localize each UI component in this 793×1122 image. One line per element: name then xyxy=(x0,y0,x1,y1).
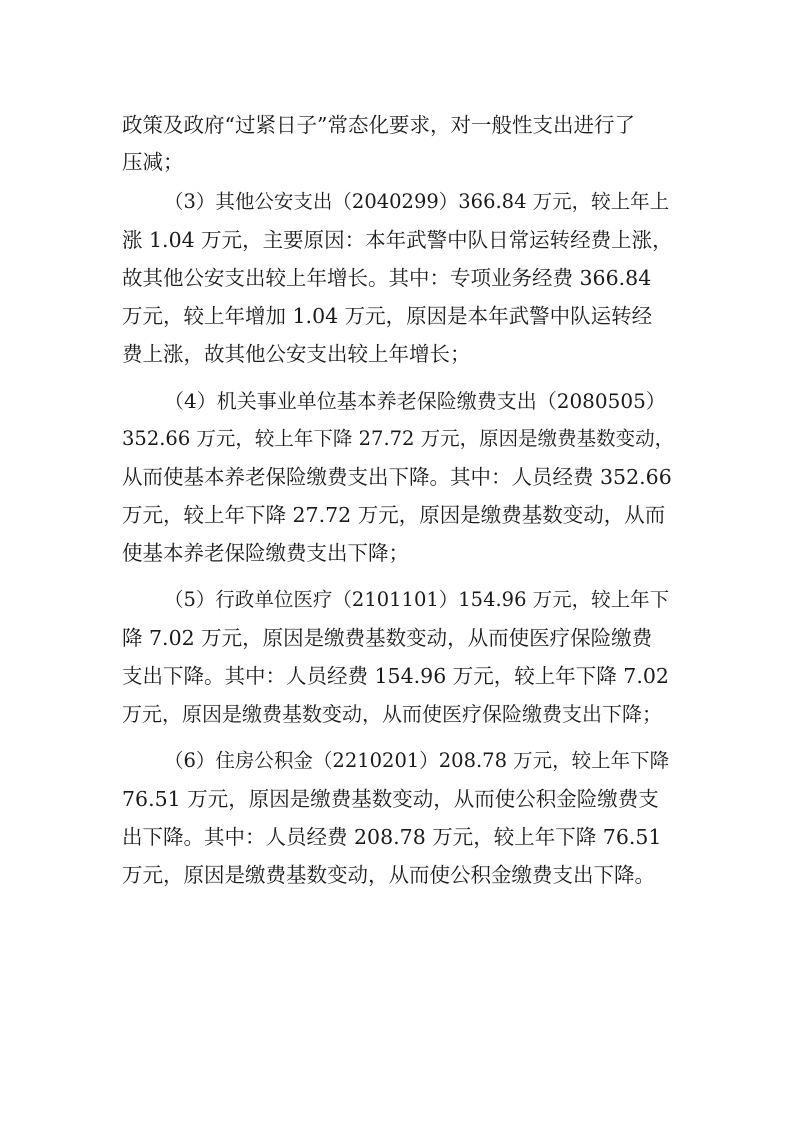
paragraph-line: 万元，较上年增加 1.04 万元，原因是本年武警中队运转经 xyxy=(122,304,653,328)
paragraph-line: （4）机关事业单位基本养老保险缴费支出（2080505） xyxy=(164,389,666,413)
paragraph-line: 降 7.02 万元，原因是缴费基数变动，从而使医疗保险缴费 xyxy=(122,626,653,650)
paragraph-line: 352.66 万元，较上年下降 27.72 万元，原因是缴费基数变动， xyxy=(122,427,675,450)
paragraph-line: 使基本养老保险缴费支出下降； xyxy=(122,541,409,565)
paragraph-line: （3）其他公安支出（2040299）366.84 万元，较上年上 xyxy=(164,190,670,213)
paragraph-line: 支出下降。其中：人员经费 154.96 万元，较上年下降 7.02 xyxy=(122,664,669,688)
paragraph-line: 万元，原因是缴费基数变动，从而使医疗保险缴费支出下降； xyxy=(122,702,662,726)
paragraph-line: 76.51 万元，原因是缴费基数变动，从而使公积金险缴费支 xyxy=(122,787,659,811)
paragraph-line: 压减； xyxy=(122,150,184,174)
paragraph-line: 故其他公安支出较上年增长。其中：专项业务经费 366.84 xyxy=(122,266,652,290)
paragraph-line: 从而使基本养老保险缴费支出下降。其中：人员经费 352.66 xyxy=(122,465,672,489)
paragraph-line: 出下降。其中：人员经费 208.78 万元，较上年下降 76.51 xyxy=(122,825,662,849)
paragraph-line: 万元，较上年下降 27.72 万元，原因是缴费基数变动，从而 xyxy=(122,503,666,527)
paragraph-line: 涨 1.04 万元，主要原因：本年武警中队日常运转经费上涨， xyxy=(122,228,673,252)
paragraph-line: 政策及政府“过紧日子”常态化要求，对一般性支出进行了 xyxy=(122,113,635,137)
paragraph-line: 万元，原因是缴费基数变动，从而使公积金缴费支出下降。 xyxy=(122,863,655,887)
paragraph-line: （6）住房公积金（2210201）208.78 万元，较上年下降 xyxy=(164,749,670,772)
paragraph-line: 费上涨，故其他公安支出较上年增长； xyxy=(122,342,471,366)
paragraph-line: （5）行政单位医疗（2101101）154.96 万元，较上年下 xyxy=(164,588,670,611)
